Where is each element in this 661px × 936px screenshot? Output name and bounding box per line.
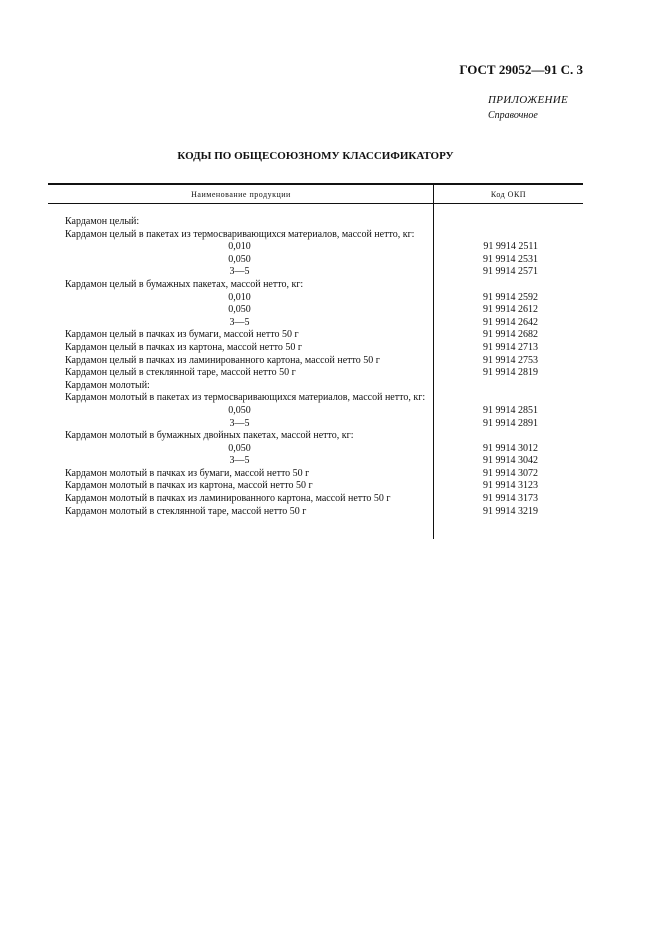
product-name: Кардамон молотый в пачках из ламинированного картона, массой нетто 50 г (65, 493, 391, 505)
product-code: 91 9914 3173 (483, 493, 538, 505)
table-row (48, 342, 583, 355)
appendix-title: ПРИЛОЖЕНИЕ (488, 94, 568, 106)
table-row (48, 292, 583, 305)
table-row (48, 506, 583, 519)
table-row (48, 392, 583, 405)
product-code (433, 392, 583, 405)
table-row (48, 266, 583, 279)
product-name: Кардамон целый в стеклянной таре, массой нетто 50 г (65, 367, 296, 379)
product-name: Кардамон целый в пачках из картона, массой нетто 50 г (65, 341, 302, 353)
product-code: 91 9914 2851 (483, 404, 538, 416)
header-name: Наименование продукции (191, 189, 291, 199)
product-name: Кардамон целый: (65, 216, 140, 227)
table-row (48, 455, 583, 468)
product-code (433, 216, 583, 229)
product-code: 91 9914 2612 (483, 304, 538, 316)
product-code: 91 9914 3123 (483, 480, 538, 492)
product-name: Кардамон молотый в бумажных двойных пакетах, массой нетто, кг: (65, 430, 354, 442)
product-name: 0,050 (228, 253, 251, 265)
table-row (48, 317, 583, 330)
table-row (48, 493, 583, 506)
product-name: 0,050 (228, 404, 251, 416)
product-code: 91 9914 2819 (483, 367, 538, 379)
page-header: ГОСТ 29052—91 С. 3 (459, 62, 583, 77)
appendix-note: Справочное (488, 110, 538, 121)
table-row (48, 355, 583, 368)
table-header (48, 185, 583, 203)
table-row (48, 304, 583, 317)
product-code (433, 279, 583, 292)
product-code: 91 9914 3072 (483, 467, 538, 479)
table-row (48, 443, 583, 456)
product-name: 3—5 (229, 455, 250, 467)
table-row (48, 468, 583, 481)
table-row (48, 216, 583, 229)
table-row (48, 367, 583, 380)
product-code (433, 229, 583, 242)
appendix-label (488, 93, 568, 123)
product-code: 91 9914 2753 (483, 354, 538, 366)
page-title: КОДЫ ПО ОБЩЕСОЮЗНОМУ КЛАССИФИКАТОРУ (177, 150, 454, 162)
product-code: 91 9914 3042 (483, 455, 538, 467)
table-row (48, 329, 583, 342)
codes-table (48, 183, 583, 518)
product-code (433, 380, 583, 393)
product-name: Кардамон молотый в пакетах из термосваривающихся материалов, массой нетто, кг: (65, 392, 426, 404)
table-row (48, 229, 583, 242)
product-code (433, 430, 583, 443)
product-name: Кардамон молотый в пачках из бумаги, массой нетто 50 г (65, 467, 310, 479)
product-code: 91 9914 2531 (483, 253, 538, 265)
header-code: Код ОКП (490, 189, 527, 199)
table-row (48, 380, 583, 393)
product-name: 0,010 (228, 241, 251, 253)
product-name: 3—5 (229, 417, 250, 429)
product-code: 91 9914 2642 (483, 316, 538, 328)
product-name: 0,010 (228, 291, 251, 303)
table-row (48, 430, 583, 443)
product-name: Кардамон целый в пачках из бумаги, массой нетто 50 г (65, 329, 299, 341)
product-name: 3—5 (229, 316, 250, 328)
product-name: Кардамон целый в пачках из ламинированного картона, массой нетто 50 г (65, 354, 380, 366)
product-code: 91 9914 3219 (483, 505, 538, 517)
product-name: Кардамон целый в пакетах из термосваривающихся материалов, массой нетто, кг: (65, 228, 415, 240)
product-code: 91 9914 3012 (483, 442, 538, 454)
table-row (48, 405, 583, 418)
table-row (48, 279, 583, 292)
product-name: Кардамон молотый в стеклянной таре, массой нетто 50 г (65, 505, 307, 517)
product-code: 91 9914 2571 (483, 266, 538, 278)
product-name: Кардамон молотый в пачках из картона, массой нетто 50 г (65, 480, 313, 492)
product-name: 0,050 (228, 442, 251, 454)
product-name: 0,050 (228, 304, 251, 316)
table-row (48, 480, 583, 493)
product-code: 91 9914 2592 (483, 291, 538, 303)
product-code: 91 9914 2682 (483, 329, 538, 341)
product-name: Кардамон целый в бумажных пакетах, массой нетто, кг: (65, 278, 304, 290)
table-row (48, 241, 583, 254)
table-row (48, 254, 583, 267)
column-divider (433, 183, 434, 539)
product-code: 91 9914 2713 (483, 341, 538, 353)
product-name: Кардамон молотый: (65, 379, 150, 391)
product-name: 3—5 (229, 266, 250, 278)
table-body (48, 204, 583, 518)
product-code: 91 9914 2511 (483, 241, 538, 253)
product-code: 91 9914 2891 (483, 417, 538, 429)
table-row (48, 418, 583, 431)
